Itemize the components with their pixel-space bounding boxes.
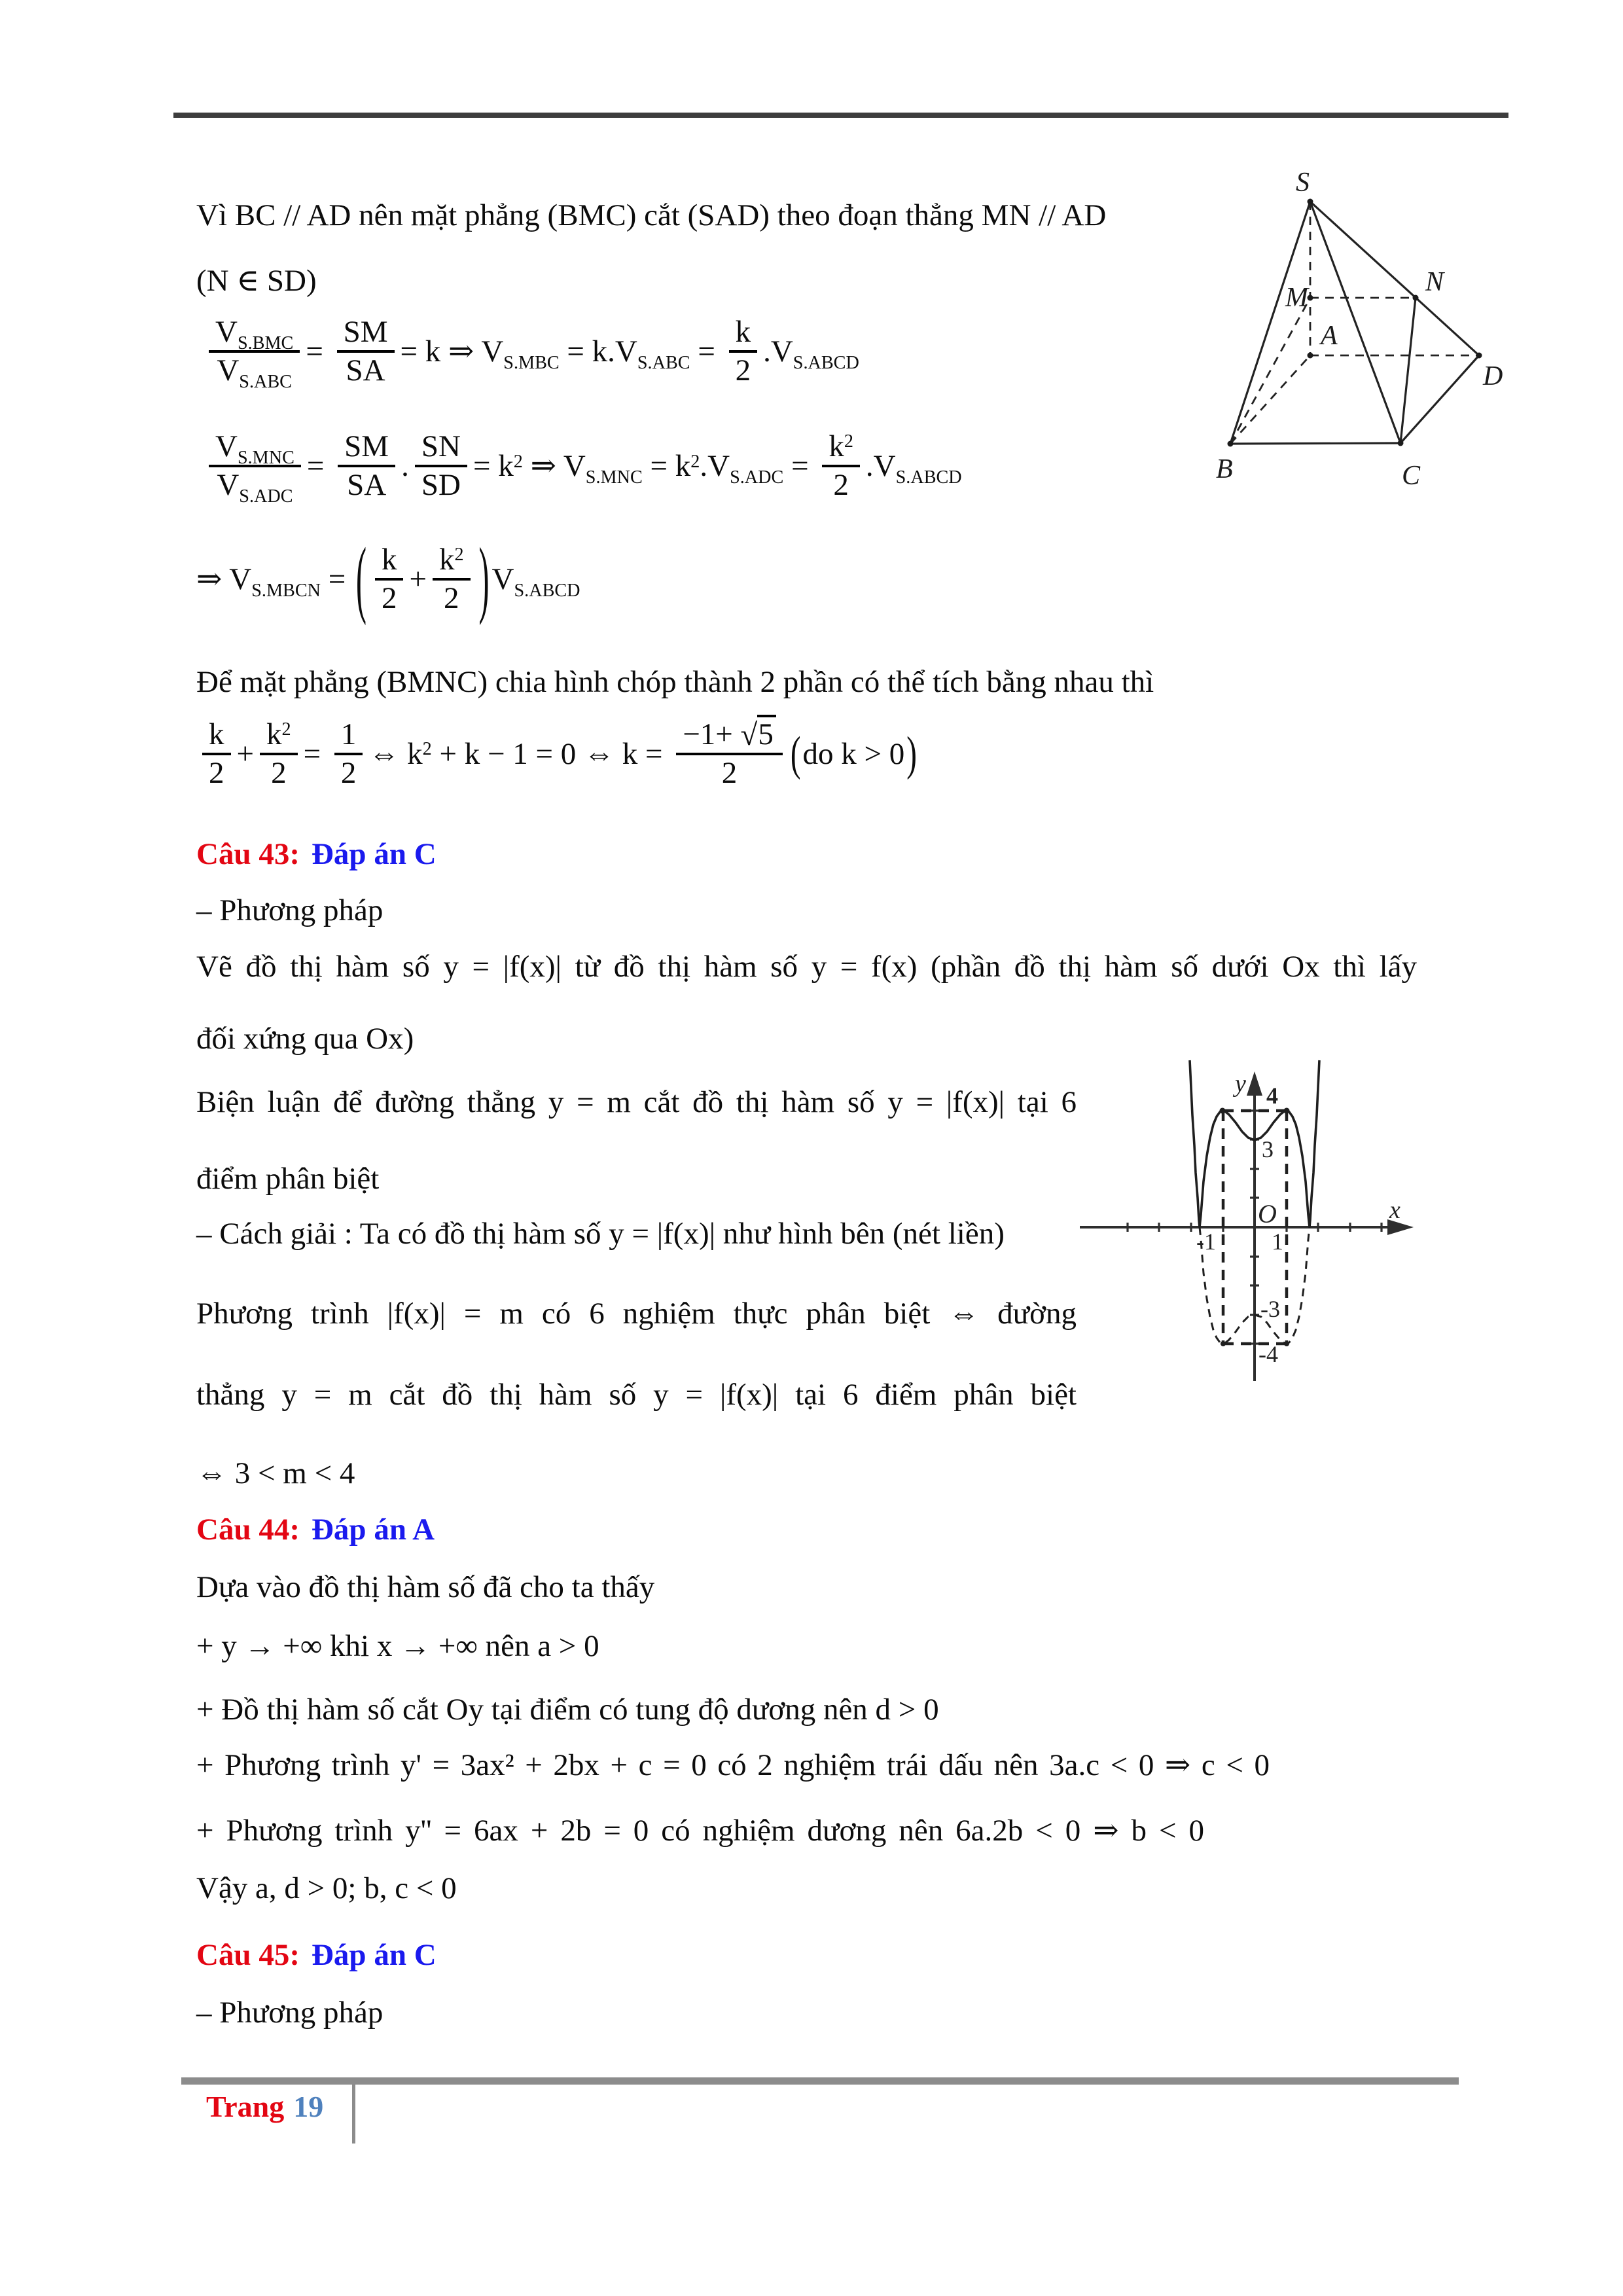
tick-label-minus3: -3 — [1260, 1296, 1280, 1322]
answer-label: Đáp án C — [311, 1938, 437, 1972]
question-45-heading — [196, 1936, 437, 1975]
paragraph-line: + Đồ thị hàm số cắt Oy tại điểm có tung độ dương nên d > 0 — [196, 1693, 939, 1727]
paragraph-line: – Phương pháp — [196, 1996, 383, 2030]
formula-solve-k: $\frac{k}{2}$ + $\frac{k^2}{2}$ = $\frac{1}{2}$ ⇔ $k^2 + k - 1 = 0$ ⇔ k = $\frac{-1+ √5}{2}$ ( do k > 0 ) — [196, 717, 919, 791]
paragraph-line: Biện luận để đường thẳng y = m cắt đồ thị hàm số y = |f(x)| tại 6 — [196, 1085, 1077, 1119]
answer-label: Đáp án C — [311, 837, 437, 871]
graph-figure — [1073, 1047, 1440, 1414]
top-rule — [173, 113, 1508, 118]
paragraph-line: + Phương trình y' = 3ax² + 2bx + c = 0 có 2 nghiệm trái dấu nên 3a.c < 0 ⇒ c < 0 — [196, 1748, 1270, 1782]
footer-divider — [352, 2083, 355, 2144]
page-footer — [206, 2089, 323, 2124]
graph-svg — [1073, 1047, 1440, 1414]
tick-label-4: 4 — [1266, 1083, 1278, 1109]
tick-label-minus1: -1 — [1196, 1229, 1216, 1255]
paragraph-line: Phương trình |f(x)| = m có 6 nghiệm thực phân biệt ⇔ đường — [196, 1297, 1077, 1331]
paragraph-line: ⇔ 3 < m < 4 — [196, 1456, 355, 1490]
question-44-heading — [196, 1511, 435, 1549]
paragraph-line: Vẽ đồ thị hàm số y = |f(x)| từ đồ thị hàm số y = f(x) (phần đồ thị hàm số dưới Ox thì lấy — [196, 950, 1417, 984]
paragraph-line: thẳng y = m cắt đồ thị hàm số y = |f(x)| tại 6 điểm phân biệt — [196, 1378, 1077, 1412]
page-number: 19 — [293, 2090, 324, 2123]
paragraph-line: – Phương pháp — [196, 893, 383, 927]
paragraph-line: điểm phân biệt — [196, 1162, 380, 1196]
axis-label-x: x — [1389, 1196, 1400, 1224]
vertex-label-c: C — [1402, 461, 1421, 491]
footer-bar — [181, 2077, 1459, 2085]
vertex-label-b: B — [1216, 454, 1233, 484]
vertex-label-n: N — [1425, 267, 1444, 297]
pyramid-svg — [1204, 157, 1518, 497]
question-number: Câu 44: — [196, 1513, 300, 1547]
paragraph-line: – Cách giải : Ta có đồ thị hàm số y = |f(x)| như hình bên (nét liền) — [196, 1217, 1005, 1251]
paragraph-line: + y → +∞ khi x → +∞ nên a > 0 — [196, 1629, 599, 1663]
paragraph-line: Để mặt phẳng (BMNC) chia hình chóp thành 2 phần có thể tích bằng nhau thì — [196, 665, 1154, 699]
vertex-label-m: M — [1285, 283, 1308, 313]
question-number: Câu 43: — [196, 837, 300, 871]
vertex-label-d: D — [1483, 361, 1503, 391]
vertex-label-s: S — [1296, 168, 1310, 198]
question-43-heading — [196, 835, 437, 874]
paragraph-line: Vì BC // AD nên mặt phẳng (BMC) cắt (SAD) theo đoạn thẳng MN // AD — [196, 198, 1107, 232]
paragraph-line: Dựa vào đồ thị hàm số đã cho ta thấy — [196, 1570, 655, 1604]
paragraph-line: đối xứng qua Ox) — [196, 1022, 414, 1056]
formula-volume-ratio-2: $\frac{V_{S.MNC}}{V_{S.ADC}}$ = $\frac{SM}{SA}$ . $\frac{SN}{SD}$ = $k^2$ ⇒ $V_{S.MNC} = k^2.V_{S.ADC}$ = $\frac{k^2}{2}$ $.V_{S.ABCD}$ — [203, 429, 962, 503]
paragraph-line: + Phương trình y'' = 6ax + 2b = 0 có nghiệm dương nên 6a.2b < 0 ⇒ b < 0 — [196, 1814, 1204, 1848]
page-label: Trang — [206, 2090, 285, 2123]
question-number: Câu 45: — [196, 1938, 300, 1972]
axis-label-y: y — [1235, 1070, 1246, 1098]
paragraph-line: (N ∈ SD) — [196, 264, 317, 298]
vertex-label-a: A — [1321, 321, 1338, 351]
tick-label-1: 1 — [1272, 1229, 1283, 1255]
paragraph-line: Vậy a, d > 0; b, c < 0 — [196, 1871, 457, 1905]
answer-label: Đáp án A — [311, 1513, 435, 1547]
origin-label: O — [1258, 1199, 1277, 1229]
pyramid-figure — [1204, 157, 1518, 497]
formula-volume-sum: ⇒ $V_{S.MBCN}$ = ( $\frac{k}{2}$ + $\frac{k^2}{2}$ ) $V_{S.ABCD}$ — [196, 531, 580, 627]
tick-label-3: 3 — [1262, 1136, 1274, 1162]
tick-label-minus4: -4 — [1258, 1341, 1278, 1367]
formula-volume-ratio-1: $\frac{V_{S.BMC}}{V_{S.ABC}}$ = $\frac{SM}{SA}$ = k ⇒ $V_{S.MBC} = k.V_{S.ABC}$ = $\frac{k}{2}$ $.V_{S.ABCD}$ — [203, 314, 859, 388]
